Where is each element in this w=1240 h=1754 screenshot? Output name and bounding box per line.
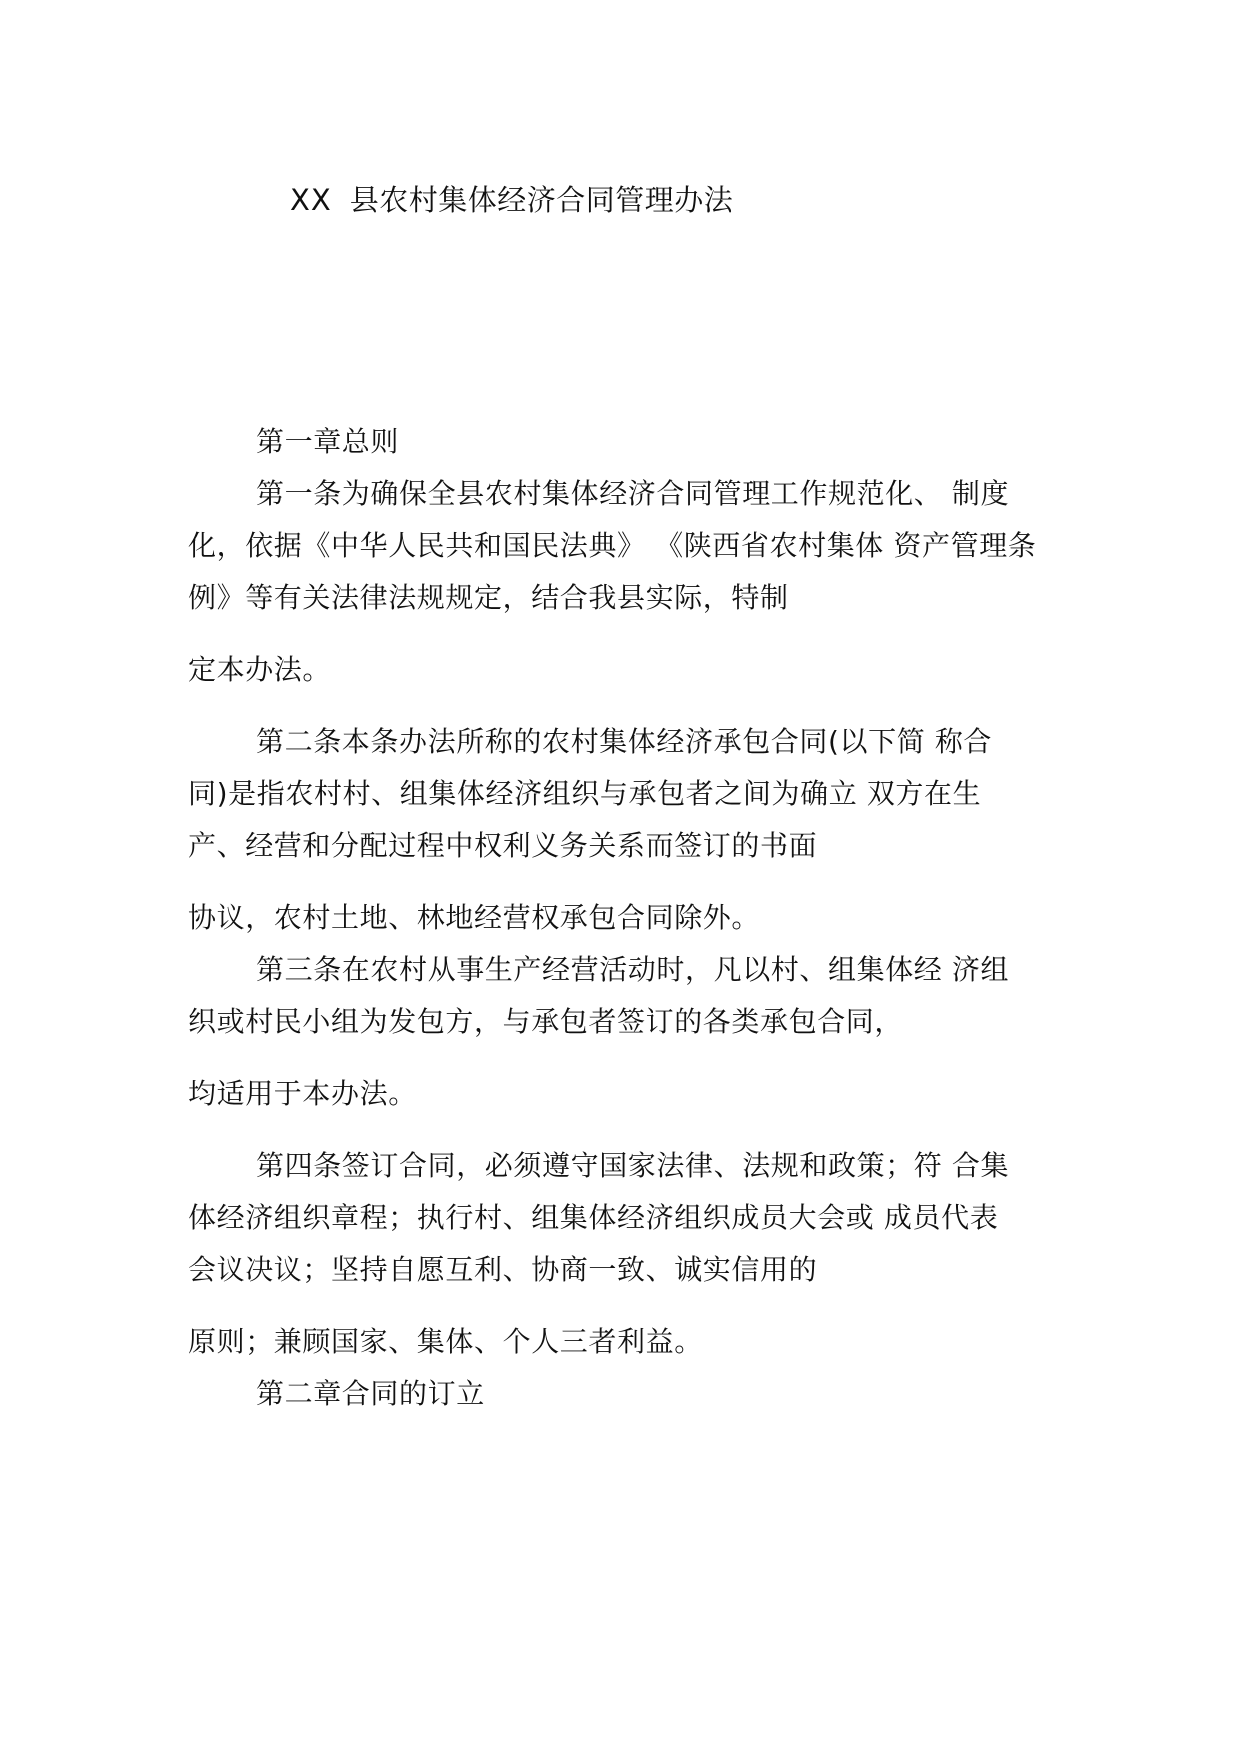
article-4-line-4: 原则；兼顾国家、集体、个人三者利益。 <box>188 1325 703 1358</box>
article-1-line-3: 例》等有关法律法规规定，结合我县实际，特制 <box>188 581 789 614</box>
article-4 <box>188 1140 1068 1368</box>
article-3 <box>188 944 1068 1120</box>
article-3-line-3: 均适用于本办法。 <box>188 1077 417 1110</box>
article-2-line-3: 产、经营和分配过程中权利义务关系而签订的书面 <box>188 829 818 862</box>
article-2-line-1: 第二条本条办法所称的农村集体经济承包合同(以下简 称合 <box>256 725 993 758</box>
title-main: 县农村集体经济合同管理办法 <box>349 183 734 217</box>
article-3-line-2: 织或村民小组为发包方，与承包者签订的各类承包合同， <box>188 1005 904 1038</box>
article-3-line-1: 第三条在农村从事生产经营活动时，凡以村、组集体经 济组 <box>256 953 1010 986</box>
article-1 <box>188 468 1068 696</box>
article-4-line-1: 第四条签订合同，必须遵守国家法律、法规和政策；符 合集 <box>256 1149 1010 1182</box>
chapter-heading-1: 第一章总则 <box>256 425 400 458</box>
article-2 <box>188 716 1068 944</box>
article-2-line-4: 协议，农村土地、林地经营权承包合同除外。 <box>188 901 761 934</box>
article-1-line-2: 化，依据《中华人民共和国民法典》 《陕西省农村集体 资产管理条 <box>188 529 1037 562</box>
chapter-heading-2: 第二章合同的订立 <box>256 1377 485 1410</box>
article-4-line-3: 会议决议；坚持自愿互利、协商一致、诚实信用的 <box>188 1253 818 1286</box>
article-4-line-2: 体经济组织章程；执行村、组集体经济组织成员大会或 成员代表 <box>188 1201 999 1234</box>
article-2-line-2: 同)是指农村村、组集体经济组织与承包者之间为确立 双方在生 <box>188 777 982 810</box>
article-1-line-1: 第一条为确保全县农村集体经济合同管理工作规范化、 制度 <box>256 477 1010 510</box>
article-1-line-4: 定本办法。 <box>188 653 332 686</box>
document-title <box>290 180 733 220</box>
document-body <box>188 416 1068 1420</box>
title-prefix: XX <box>290 183 332 217</box>
